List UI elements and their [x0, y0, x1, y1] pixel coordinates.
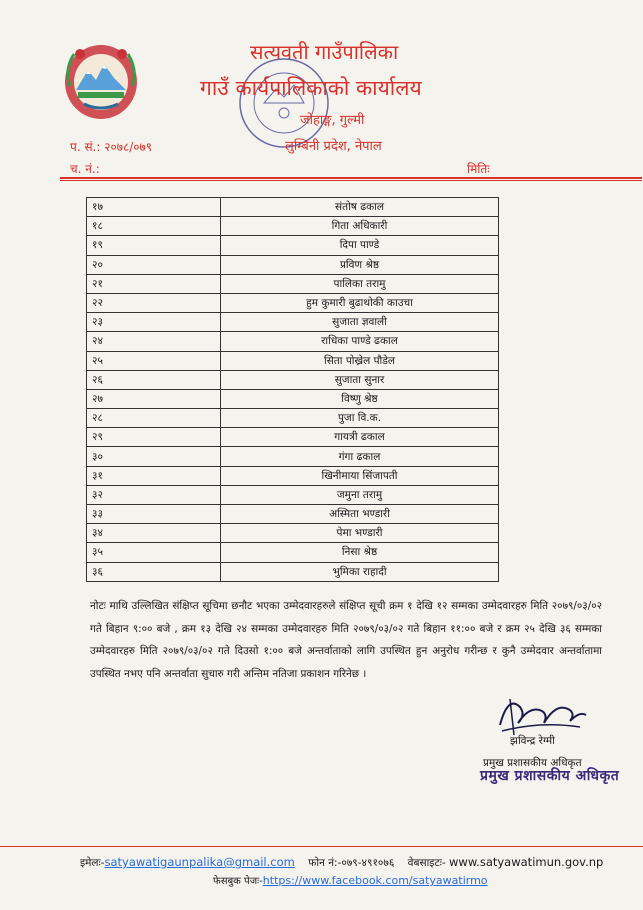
serial-number: ३३ — [87, 505, 221, 524]
serial-number: २८ — [87, 409, 221, 428]
signature-icon — [490, 685, 590, 740]
reference-number: प. सं.: २०७८/०७९ — [70, 140, 152, 154]
candidate-name: संतोष ढकाल — [221, 198, 499, 217]
table-row — [87, 351, 499, 370]
candidate-name: पुजा वि.क. — [221, 409, 499, 428]
serial-number: २५ — [87, 351, 221, 370]
candidate-name: निसा श्रेष्ठ — [221, 543, 499, 562]
candidate-name: गंगा ढकाल — [221, 447, 499, 466]
table-row — [87, 389, 499, 408]
table-row — [87, 428, 499, 447]
signer-title: प्रमुख प्रशासकीय अधिकृत — [483, 757, 582, 769]
candidate-name: प्रविण श्रेष्ठ — [221, 255, 499, 274]
serial-number: २९ — [87, 428, 221, 447]
candidate-name: पालिका तरामु — [221, 274, 499, 293]
date-label: मितिः — [467, 162, 490, 176]
phone-number: फोन नं:-०७९-४९१०७६ — [308, 857, 395, 869]
candidate-name: सिता पोख्रेल पौडेल — [221, 351, 499, 370]
table-row — [87, 562, 499, 581]
table-row — [87, 198, 499, 217]
serial-number: २१ — [87, 274, 221, 293]
candidate-name: हुम कुमारी बुढाथोकी काउचा — [221, 293, 499, 312]
org-address: जोहाङ्ग, गुल्मी — [300, 113, 365, 128]
candidate-name: सुजाता ज्ञवाली — [221, 313, 499, 332]
serial-number: २२ — [87, 293, 221, 312]
org-province: लुम्बिनी प्रदेश, नेपाल — [285, 139, 382, 154]
table-row — [87, 293, 499, 312]
nepal-emblem-icon — [62, 40, 140, 120]
facebook-link[interactable]: https://www.facebook.com/satyawatirmo — [262, 874, 488, 887]
serial-number: ३२ — [87, 485, 221, 504]
table-row — [87, 313, 499, 332]
candidate-table — [86, 197, 499, 582]
table-row — [87, 447, 499, 466]
serial-number: १७ — [87, 198, 221, 217]
candidate-name: राधिका पाण्डे ढकाल — [221, 332, 499, 351]
website-link[interactable]: www.satyawatimun.gov.np — [449, 855, 604, 869]
org-name: सत्यवती गाउँपालिका — [250, 40, 399, 64]
table-row — [87, 409, 499, 428]
table-row — [87, 255, 499, 274]
serial-number: ३० — [87, 447, 221, 466]
dispatch-number: च. नं.: — [70, 162, 100, 176]
serial-number: ३४ — [87, 524, 221, 543]
table-row — [87, 543, 499, 562]
candidate-name: खिनीमाया सिंजापती — [221, 466, 499, 485]
header-divider-thin — [60, 180, 642, 181]
footer-contact — [80, 855, 620, 870]
candidate-name: सुजाता सुनार — [221, 370, 499, 389]
signer-designation-stamp: प्रमुख प्रशासकीय अधिकृत — [480, 768, 620, 784]
table-row — [87, 485, 499, 504]
candidate-name: गायत्री ढकाल — [221, 428, 499, 447]
table-row — [87, 370, 499, 389]
footer-social — [213, 873, 488, 887]
candidate-name: अस्मिता भण्डारी — [221, 505, 499, 524]
table-row — [87, 332, 499, 351]
email-label: इमेलः- — [80, 857, 105, 869]
table-row — [87, 466, 499, 485]
serial-number: ३६ — [87, 562, 221, 581]
serial-number: ३५ — [87, 543, 221, 562]
serial-number: १९ — [87, 236, 221, 255]
candidate-name: पेमा भण्डारी — [221, 524, 499, 543]
candidate-name: जमुना तरामु — [221, 485, 499, 504]
table-row — [87, 524, 499, 543]
candidate-name: विष्णु श्रेष्ठ — [221, 389, 499, 408]
serial-number: २६ — [87, 370, 221, 389]
candidate-name: गिता अधिकारी — [221, 217, 499, 236]
candidate-name: दिपा पाण्डे — [221, 236, 499, 255]
footer-divider — [0, 846, 643, 847]
interview-note: नोटः माथि उल्लिखित संक्षिप्त सूचिमा छनौट भएका उम्मेदवारहरुले संक्षिप्त सूची क्रम १ देखि १२ सम्मका उम्मेदवारहरु मिति २०७९/०३/०२ गते बिहान ९:०० बजे , क्रम १३ देखि २४ सम्मका उम्मेदवारहरु मिति २०७९/०३/०२ गते बिहान ११:०० बजे र क्रम २५ देखि ३६ सम्मका उम्मेदवारहरु मिति २०७९/०३/०२ गते दिउसो १:०० बजे अन्तर्वाताको लागि उपस्थित हुन अनुरोध गरीन्छ र कुनै उम्मेदवार अन्तर्वातामा उपस्थित नभए पनि अन्तर्वाता सुचारु गरी अन्तिम नतिजा प्रकाशन गरिनेछ । — [90, 600, 602, 680]
org-office: गाउँ कार्यपालिकाको कार्यालय — [200, 76, 422, 100]
website-label: वेबसाइटः- — [407, 857, 446, 869]
serial-number: १८ — [87, 217, 221, 236]
table-row — [87, 505, 499, 524]
serial-number: २७ — [87, 389, 221, 408]
serial-number: २३ — [87, 313, 221, 332]
serial-number: ३१ — [87, 466, 221, 485]
table-row — [87, 274, 499, 293]
table-row — [87, 217, 499, 236]
facebook-label: फेसबुक पेजः- — [213, 876, 263, 887]
candidate-name: भुमिका राहादी — [221, 562, 499, 581]
header-divider — [60, 177, 642, 179]
signer-name: झविन्द्र रेग्मी — [510, 735, 555, 747]
serial-number: २० — [87, 255, 221, 274]
email-link[interactable]: satyawatigaunpalika@gmail.com — [104, 855, 295, 869]
serial-number: २४ — [87, 332, 221, 351]
table-row — [87, 236, 499, 255]
